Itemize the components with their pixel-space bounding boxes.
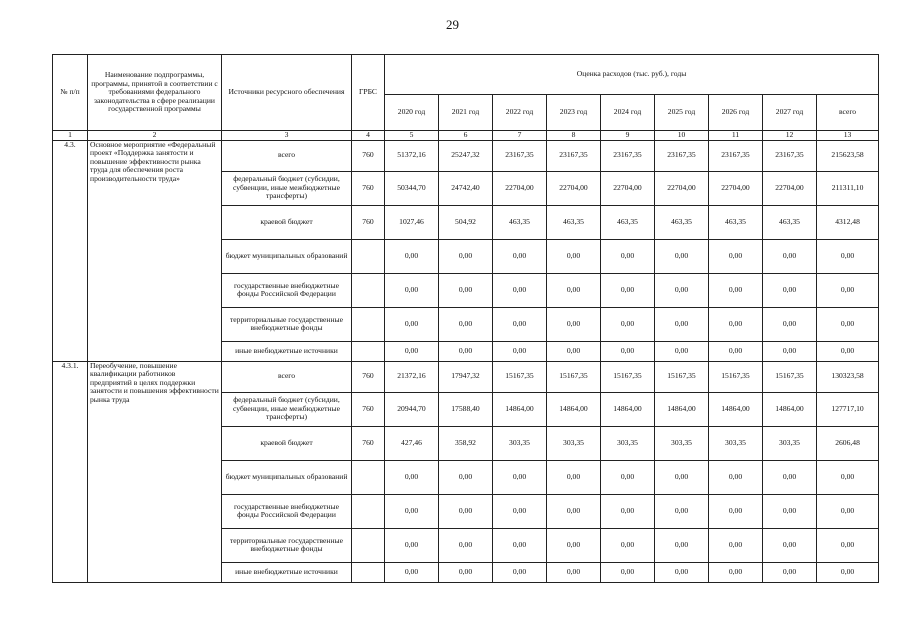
year-value: 0,00 — [601, 460, 655, 494]
year-value: 22704,00 — [601, 171, 655, 205]
year-value: 15167,35 — [655, 361, 709, 392]
year-value: 0,00 — [385, 460, 439, 494]
year-value: 14864,00 — [763, 392, 817, 426]
column-number: 2 — [88, 131, 222, 141]
table-body — [53, 140, 879, 582]
year-value: 427,46 — [385, 426, 439, 460]
total-value: 0,00 — [817, 562, 879, 582]
funding-source: территориальные государственные внебюджетные фонды — [222, 528, 352, 562]
year-value: 0,00 — [439, 273, 493, 307]
funding-source: территориальные государственные внебюджетные фонды — [222, 307, 352, 341]
year-value: 22704,00 — [655, 171, 709, 205]
page-number: 29 — [446, 17, 459, 32]
total-value: 4312,48 — [817, 205, 879, 239]
year-value: 303,35 — [763, 426, 817, 460]
year-value: 0,00 — [493, 307, 547, 341]
year-value: 0,00 — [439, 460, 493, 494]
header-year: 2024 год — [601, 95, 655, 131]
year-value: 0,00 — [385, 239, 439, 273]
year-value: 15167,35 — [547, 361, 601, 392]
funding-source: государственные внебюджетные фонды Российской Федерации — [222, 273, 352, 307]
column-number: 5 — [385, 131, 439, 141]
year-value: 0,00 — [655, 307, 709, 341]
year-value: 504,92 — [439, 205, 493, 239]
year-value: 23167,35 — [763, 140, 817, 171]
header-grbs: ГРБС — [352, 55, 385, 131]
year-value: 0,00 — [655, 494, 709, 528]
year-value: 0,00 — [601, 494, 655, 528]
year-value: 22704,00 — [547, 171, 601, 205]
total-value: 127717,10 — [817, 392, 879, 426]
column-number: 10 — [655, 131, 709, 141]
year-value: 14864,00 — [601, 392, 655, 426]
header-total: всего — [817, 95, 879, 131]
total-value: 0,00 — [817, 341, 879, 361]
year-value: 0,00 — [493, 528, 547, 562]
year-value: 0,00 — [385, 562, 439, 582]
section-name: Переобучение, повышение квалификации работников предприятий в целях поддержки занятости и повышения эффективности рынка труда — [88, 361, 222, 582]
year-value: 0,00 — [601, 528, 655, 562]
funding-source: краевой бюджет — [222, 426, 352, 460]
year-value: 0,00 — [439, 341, 493, 361]
column-number: 4 — [352, 131, 385, 141]
grbs-code: 760 — [352, 140, 385, 171]
year-value: 14864,00 — [709, 392, 763, 426]
year-value: 15167,35 — [709, 361, 763, 392]
header-year: 2022 год — [493, 95, 547, 131]
year-value: 0,00 — [763, 239, 817, 273]
year-value: 0,00 — [385, 528, 439, 562]
funding-source: краевой бюджет — [222, 205, 352, 239]
year-value: 0,00 — [709, 562, 763, 582]
year-value: 0,00 — [547, 273, 601, 307]
funding-source: государственные внебюджетные фонды Российской Федерации — [222, 494, 352, 528]
year-value: 463,35 — [601, 205, 655, 239]
year-value: 0,00 — [655, 273, 709, 307]
grbs-code: 760 — [352, 171, 385, 205]
year-value: 0,00 — [439, 562, 493, 582]
year-value: 23167,35 — [493, 140, 547, 171]
header-estimate: Оценка расходов (тыс. руб.), годы — [385, 55, 879, 95]
year-value: 463,35 — [709, 205, 763, 239]
year-value: 0,00 — [439, 239, 493, 273]
header-year: 2020 год — [385, 95, 439, 131]
total-value: 0,00 — [817, 460, 879, 494]
year-value: 0,00 — [439, 494, 493, 528]
year-value: 303,35 — [655, 426, 709, 460]
year-value: 463,35 — [547, 205, 601, 239]
table-row — [53, 140, 879, 171]
year-value: 0,00 — [763, 307, 817, 341]
total-value: 215623,58 — [817, 140, 879, 171]
year-value: 0,00 — [763, 341, 817, 361]
year-value: 15167,35 — [763, 361, 817, 392]
year-value: 0,00 — [709, 273, 763, 307]
column-number: 6 — [439, 131, 493, 141]
budget-table — [52, 54, 879, 583]
total-value: 0,00 — [817, 494, 879, 528]
year-value: 23167,35 — [709, 140, 763, 171]
total-value: 2606,48 — [817, 426, 879, 460]
year-value: 21372,16 — [385, 361, 439, 392]
year-value: 0,00 — [439, 528, 493, 562]
year-value: 0,00 — [547, 239, 601, 273]
funding-source: всего — [222, 140, 352, 171]
funding-source: всего — [222, 361, 352, 392]
total-value: 130323,58 — [817, 361, 879, 392]
year-value: 0,00 — [709, 239, 763, 273]
year-value: 0,00 — [547, 307, 601, 341]
grbs-code: 760 — [352, 205, 385, 239]
year-value: 20944,70 — [385, 392, 439, 426]
grbs-code — [352, 494, 385, 528]
year-value: 0,00 — [547, 494, 601, 528]
year-value: 0,00 — [493, 273, 547, 307]
year-value: 0,00 — [763, 273, 817, 307]
year-value: 0,00 — [547, 341, 601, 361]
year-value: 15167,35 — [601, 361, 655, 392]
year-value: 0,00 — [655, 239, 709, 273]
year-value: 24742,40 — [439, 171, 493, 205]
year-value: 23167,35 — [655, 140, 709, 171]
year-value: 0,00 — [439, 307, 493, 341]
year-value: 23167,35 — [601, 140, 655, 171]
year-value: 0,00 — [547, 528, 601, 562]
year-value: 303,35 — [709, 426, 763, 460]
year-value: 17947,32 — [439, 361, 493, 392]
header-year: 2027 год — [763, 95, 817, 131]
year-value: 0,00 — [763, 528, 817, 562]
funding-source: иные внебюджетные источники — [222, 341, 352, 361]
year-value: 0,00 — [763, 562, 817, 582]
funding-source: бюджет муниципальных образований — [222, 239, 352, 273]
column-number-row — [53, 131, 879, 141]
year-value: 23167,35 — [547, 140, 601, 171]
year-value: 17588,40 — [439, 392, 493, 426]
year-value: 0,00 — [493, 562, 547, 582]
year-value: 0,00 — [601, 562, 655, 582]
year-value: 0,00 — [763, 460, 817, 494]
year-value: 463,35 — [655, 205, 709, 239]
header-name: Наименование подпрограммы, программы, принятой в соответствии с требованиями федерального законодательства в сфере реализации государственной программы — [88, 55, 222, 131]
year-value: 0,00 — [601, 273, 655, 307]
year-value: 15167,35 — [493, 361, 547, 392]
year-value: 0,00 — [655, 562, 709, 582]
funding-source: федеральный бюджет (субсидии, субвенции, иные межбюджетные трансферты) — [222, 171, 352, 205]
grbs-code — [352, 307, 385, 341]
year-value: 303,35 — [493, 426, 547, 460]
year-value: 14864,00 — [547, 392, 601, 426]
year-value: 22704,00 — [709, 171, 763, 205]
total-value: 211311,10 — [817, 171, 879, 205]
funding-source: федеральный бюджет (субсидии, субвенции, иные межбюджетные трансферты) — [222, 392, 352, 426]
year-value: 463,35 — [493, 205, 547, 239]
grbs-code — [352, 341, 385, 361]
year-value: 0,00 — [547, 460, 601, 494]
funding-source: иные внебюджетные источники — [222, 562, 352, 582]
year-value: 14864,00 — [655, 392, 709, 426]
grbs-code — [352, 273, 385, 307]
year-value: 0,00 — [385, 273, 439, 307]
year-value: 358,92 — [439, 426, 493, 460]
column-number: 3 — [222, 131, 352, 141]
column-number: 8 — [547, 131, 601, 141]
total-value: 0,00 — [817, 528, 879, 562]
column-number: 13 — [817, 131, 879, 141]
grbs-code: 760 — [352, 361, 385, 392]
year-value: 0,00 — [493, 239, 547, 273]
year-value: 0,00 — [709, 341, 763, 361]
year-value: 0,00 — [709, 307, 763, 341]
table-row — [53, 361, 879, 392]
year-value: 22704,00 — [493, 171, 547, 205]
section-number: 4.3. — [53, 140, 88, 361]
grbs-code — [352, 460, 385, 494]
year-value: 0,00 — [655, 341, 709, 361]
section-name: Основное мероприятие «Федеральный проект «Поддержка занятости и повышение эффективности рынка труда для обеспечения роста производительности труда» — [88, 140, 222, 361]
grbs-code — [352, 562, 385, 582]
total-value: 0,00 — [817, 307, 879, 341]
year-value: 0,00 — [385, 307, 439, 341]
year-value: 0,00 — [601, 307, 655, 341]
year-value: 0,00 — [385, 494, 439, 528]
year-value: 303,35 — [547, 426, 601, 460]
year-value: 14864,00 — [493, 392, 547, 426]
year-value: 0,00 — [655, 460, 709, 494]
header-year: 2023 год — [547, 95, 601, 131]
header-year: 2025 год — [655, 95, 709, 131]
year-value: 22704,00 — [763, 171, 817, 205]
year-value: 0,00 — [709, 460, 763, 494]
year-value: 0,00 — [493, 494, 547, 528]
year-value: 0,00 — [493, 341, 547, 361]
year-value: 0,00 — [493, 460, 547, 494]
column-number: 11 — [709, 131, 763, 141]
column-number: 7 — [493, 131, 547, 141]
total-value: 0,00 — [817, 239, 879, 273]
year-value: 25247,32 — [439, 140, 493, 171]
total-value: 0,00 — [817, 273, 879, 307]
grbs-code — [352, 528, 385, 562]
funding-source: бюджет муниципальных образований — [222, 460, 352, 494]
year-value: 0,00 — [709, 494, 763, 528]
column-number: 1 — [53, 131, 88, 141]
year-value: 1027,46 — [385, 205, 439, 239]
year-value: 0,00 — [709, 528, 763, 562]
year-value: 50344,70 — [385, 171, 439, 205]
grbs-code: 760 — [352, 392, 385, 426]
column-number: 9 — [601, 131, 655, 141]
year-value: 0,00 — [763, 494, 817, 528]
year-value: 51372,16 — [385, 140, 439, 171]
year-value: 0,00 — [601, 239, 655, 273]
grbs-code — [352, 239, 385, 273]
section-number: 4.3.1. — [53, 361, 88, 582]
year-value: 0,00 — [547, 562, 601, 582]
year-value: 463,35 — [763, 205, 817, 239]
year-value: 0,00 — [601, 341, 655, 361]
year-value: 0,00 — [385, 341, 439, 361]
column-number: 12 — [763, 131, 817, 141]
header-year: 2021 год — [439, 95, 493, 131]
header-source: Источники ресурсного обеспечения — [222, 55, 352, 131]
year-value: 303,35 — [601, 426, 655, 460]
grbs-code: 760 — [352, 426, 385, 460]
header-num: № п/п — [53, 55, 88, 131]
header-year: 2026 год — [709, 95, 763, 131]
year-value: 0,00 — [655, 528, 709, 562]
